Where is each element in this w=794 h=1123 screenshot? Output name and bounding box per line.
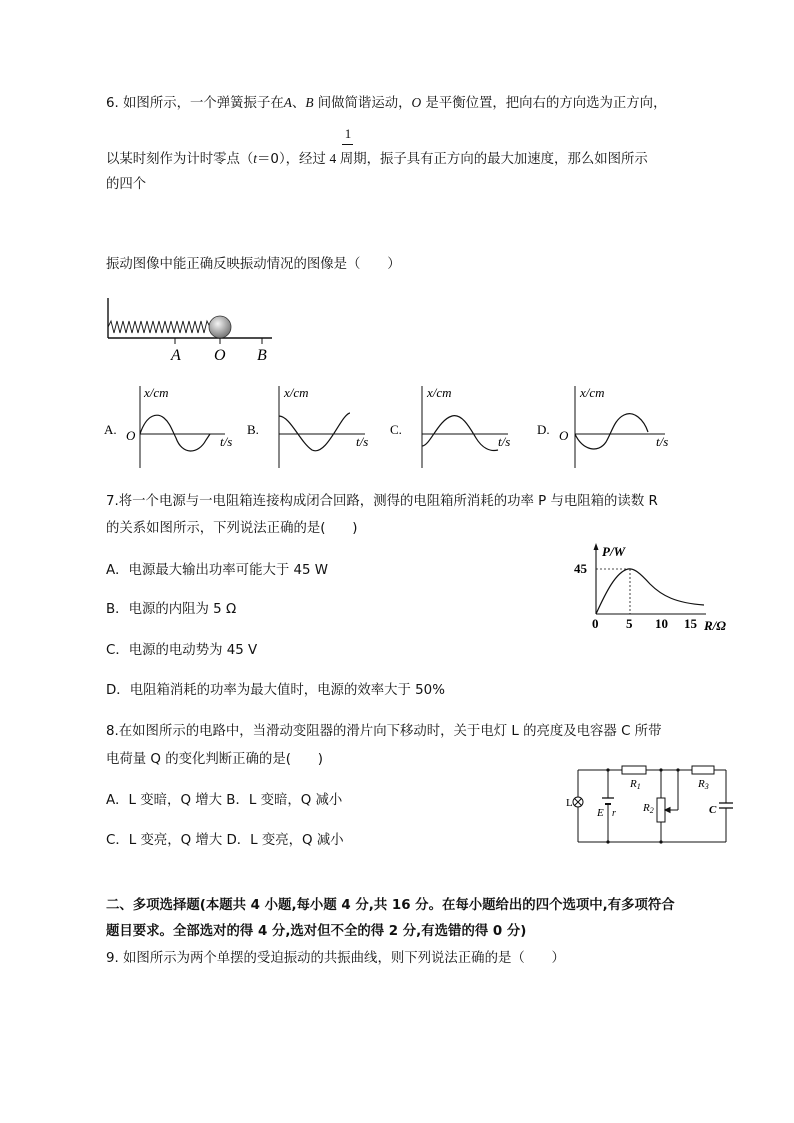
lamp-label: L [566, 797, 573, 809]
emf-label: E [597, 807, 604, 819]
label-a: A [171, 347, 181, 364]
q7-option-d: D．电阻箱消耗的功率为最大值时，电源的效率大于 50% [106, 683, 445, 698]
q6-line2 [106, 150, 648, 169]
section2-title-line2: 题目要求。全部选对的得 4 分,选对但不全的得 2 分,有选错的得 0 分) [106, 924, 527, 939]
spring-oscillator-figure [100, 292, 280, 368]
graph-a-origin: O [126, 428, 136, 443]
graph-d-origin: O [559, 428, 569, 443]
graph-b-x-label: t/s [356, 434, 369, 449]
q6-frac-num: 1 [344, 126, 352, 141]
graph-x-tick-15: 15 [684, 616, 697, 631]
r2-sub: 2 [649, 806, 654, 815]
q6-frac-den: 4 [329, 151, 337, 166]
power-curve [596, 569, 704, 614]
q6-line2-pre: 以某时刻作为计时零点（ [106, 152, 254, 167]
oscillator-ball [209, 316, 231, 338]
r2-label: R [643, 802, 650, 814]
graph-x-tick-10: 10 [655, 616, 668, 631]
q7-stem-line1: 7.将一个电源与一电阻箱连接构成闭合回路，测得的电阻箱所消耗的功率 P 与电阻箱的读数 R [106, 494, 658, 509]
graph-a [104, 385, 232, 468]
graph-a-x-label: t/s [220, 434, 233, 449]
graph-a-y-label: x/cm [144, 385, 169, 400]
q6-line2-post: 周期，振子具有正方向的最大加速度，那么如图所示 [339, 152, 648, 167]
q8-options-row2: C．L 变亮，Q 增大 D．L 变亮，Q 减小 [106, 833, 344, 848]
label-b: B [257, 347, 267, 364]
r1-label: R [630, 778, 637, 790]
q8-stem-line1: 8.在如图所示的电路中，当滑动变阻器的滑片向下移动时，关于电灯 L 的亮度及电容器 C 所带 [106, 724, 662, 739]
svg-text:R2 [642, 802, 654, 815]
r3-label: R [698, 778, 705, 790]
label-o: O [214, 347, 226, 364]
q6-t-eq: ＝0），经过 [257, 152, 326, 167]
section2-title-line1: 二、多项选择题(本题共 4 小题,每小题 4 分,共 16 分。在每小题给出的四个选项中,有多项符合 [106, 898, 675, 913]
power-resistance-graph [566, 540, 736, 636]
r3-sub: 3 [704, 782, 709, 791]
q6-t-var: t [253, 151, 258, 166]
q6-line4: 振动图像中能正确反映振动情况的图像是（ ） [106, 257, 401, 272]
q8-options-row1: A．L 变暗，Q 增大 B．L 变暗，Q 减小 [106, 793, 343, 808]
q6-sep: 、 [291, 96, 306, 111]
q6-point-b: B [305, 95, 314, 110]
option-a-label: A. [104, 422, 117, 437]
svg-text:R1 [629, 778, 641, 791]
option-d-label: D. [537, 422, 550, 437]
q9-stem: 9. 如图所示为两个单摆的受迫振动的共振曲线，则下列说法正确的是（ ） [106, 951, 565, 966]
q6-line1-post: 是平衡位置，把向右的方向选为正方向， [421, 96, 667, 111]
graph-x-tick-5: 5 [626, 616, 633, 631]
graph-d-y-label: x/cm [580, 385, 605, 400]
q7-option-c: C．电源的电动势为 45 V [106, 643, 258, 658]
svg-text:R3 [697, 778, 709, 791]
graph-y-label: P/W [602, 544, 626, 559]
q8-stem-line2: 电荷量 Q 的变化判断正确的是( ) [106, 752, 323, 767]
q7-option-a: A．电源最大输出功率可能大于 45 W [106, 563, 329, 578]
graph-b-y-label: x/cm [284, 385, 309, 400]
q6-frac-bar [342, 144, 353, 145]
graph-x-label: R/Ω [704, 618, 726, 633]
q7-stem-line2: 的关系如图所示，下列说法正确的是( ) [106, 521, 358, 536]
internal-r-label: r [612, 808, 616, 819]
q6-line3: 的四个 [106, 177, 147, 192]
q7-option-b: B．电源的内阻为 5 Ω [106, 602, 237, 617]
graph-c-x-label: t/s [498, 434, 511, 449]
q6-point-a: A [283, 95, 292, 110]
q6-line1-pre: 6. 如图所示，一个弹簧振子在 [106, 96, 284, 111]
graph-c-y-label: x/cm [427, 385, 452, 400]
r1-sub: 1 [636, 782, 641, 791]
option-c-label: C. [390, 422, 402, 437]
graph-d [537, 385, 668, 468]
q6-line1-mid: 间做简谐运动， [313, 96, 412, 111]
capacitor-label: C [709, 804, 717, 816]
option-b-label: B. [247, 422, 259, 437]
graph-x-tick-0: 0 [592, 616, 599, 631]
q6-line1 [106, 94, 666, 113]
graph-y-tick-45: 45 [574, 561, 587, 576]
graph-c [390, 385, 510, 468]
circuit-diagram [566, 762, 742, 850]
vibration-graphs [100, 380, 680, 472]
graph-d-x-label: t/s [656, 434, 669, 449]
q6-point-o: O [411, 95, 422, 110]
graph-b [247, 385, 368, 468]
